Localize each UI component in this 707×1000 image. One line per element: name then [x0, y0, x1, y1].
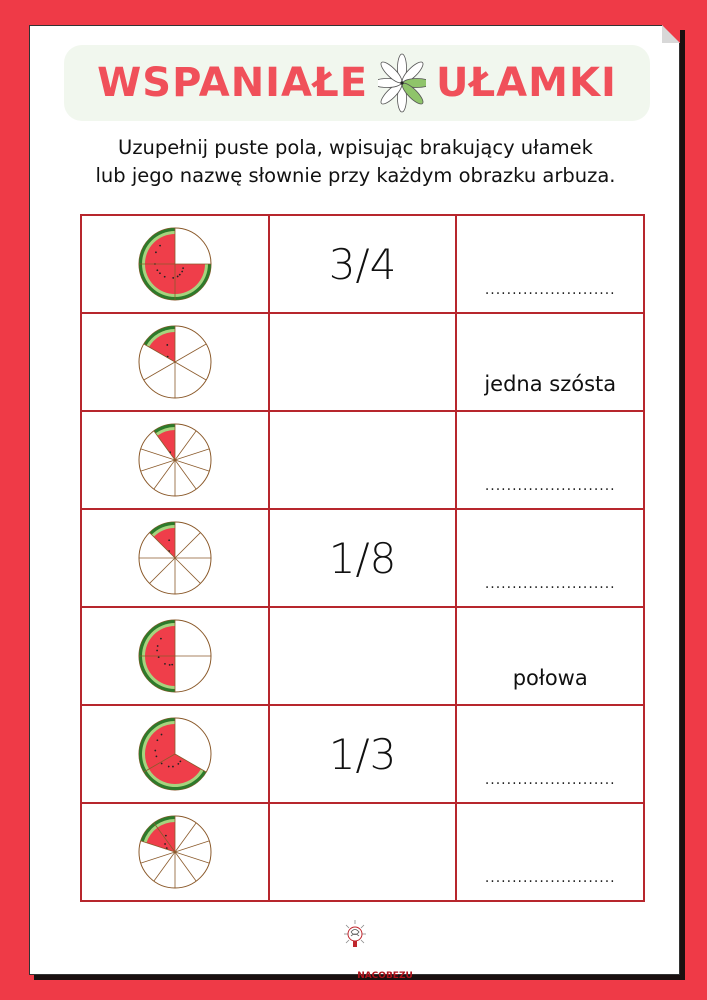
table-row	[81, 803, 644, 901]
page-fold-corner	[662, 25, 680, 43]
watermelon-one-tenth-icon	[137, 422, 213, 498]
fraction-cell[interactable]	[269, 411, 457, 509]
image-cell	[81, 411, 269, 509]
fraction-word: jedna szósta	[484, 372, 617, 396]
title-right: UŁAMKI	[436, 60, 617, 106]
table-row	[81, 313, 644, 411]
fractions-table	[80, 214, 645, 902]
image-cell	[81, 803, 269, 901]
fraction-word: połowa	[512, 666, 588, 690]
lightbulb-brain-icon	[340, 918, 370, 964]
word-cell[interactable]	[456, 509, 644, 607]
fraction-value: 1/8	[328, 533, 397, 583]
table-row	[81, 215, 644, 313]
fraction-value: 1/3	[328, 729, 397, 779]
word-cell[interactable]	[456, 411, 644, 509]
table-row	[81, 411, 644, 509]
image-cell	[81, 607, 269, 705]
word-cell[interactable]	[456, 705, 644, 803]
image-cell	[81, 313, 269, 411]
watermelon-one-eighth-icon	[137, 520, 213, 596]
fraction-cell[interactable]	[269, 215, 457, 313]
watermelon-three-quarters-icon	[137, 226, 213, 302]
answer-blank-line[interactable]: ........................	[484, 576, 616, 592]
watermelon-one-sixth-icon	[137, 324, 213, 400]
instructions-line-1: Uzupełnij puste pola, wpisując brakujący ułamek	[118, 136, 593, 159]
fraction-cell[interactable]	[269, 705, 457, 803]
table-row	[81, 509, 644, 607]
image-cell	[81, 215, 269, 313]
footer-logo-text: NACOBEZU	[357, 971, 413, 981]
fraction-cell[interactable]	[269, 313, 457, 411]
image-cell	[81, 509, 269, 607]
title-banner	[64, 45, 650, 121]
answer-blank-line[interactable]: ........................	[484, 282, 616, 298]
worksheet-page	[29, 25, 680, 981]
fraction-cell[interactable]	[269, 607, 457, 705]
fraction-cell[interactable]	[269, 509, 457, 607]
answer-blank-line[interactable]: ........................	[484, 870, 616, 886]
word-cell[interactable]	[456, 803, 644, 901]
answer-blank-line[interactable]: ........................	[484, 772, 616, 788]
instructions-line-2: lub jego nazwę słownie przy każdym obrazku arbuza.	[95, 164, 616, 187]
word-cell[interactable]	[456, 313, 644, 411]
instructions	[30, 134, 681, 190]
image-cell	[81, 705, 269, 803]
word-cell[interactable]	[456, 607, 644, 705]
watermelon-half-icon	[137, 618, 213, 694]
flower-icon	[378, 51, 426, 115]
table-row	[81, 705, 644, 803]
table-row	[81, 607, 644, 705]
watermelon-two-tenths-icon	[137, 814, 213, 890]
watermelon-two-thirds-icon	[137, 716, 213, 792]
answer-blank-line[interactable]: ........................	[484, 478, 616, 494]
fraction-cell[interactable]	[269, 803, 457, 901]
word-cell[interactable]	[456, 215, 644, 313]
title-left: WSPANIAŁE	[97, 60, 369, 106]
fraction-value: 3/4	[328, 239, 397, 289]
